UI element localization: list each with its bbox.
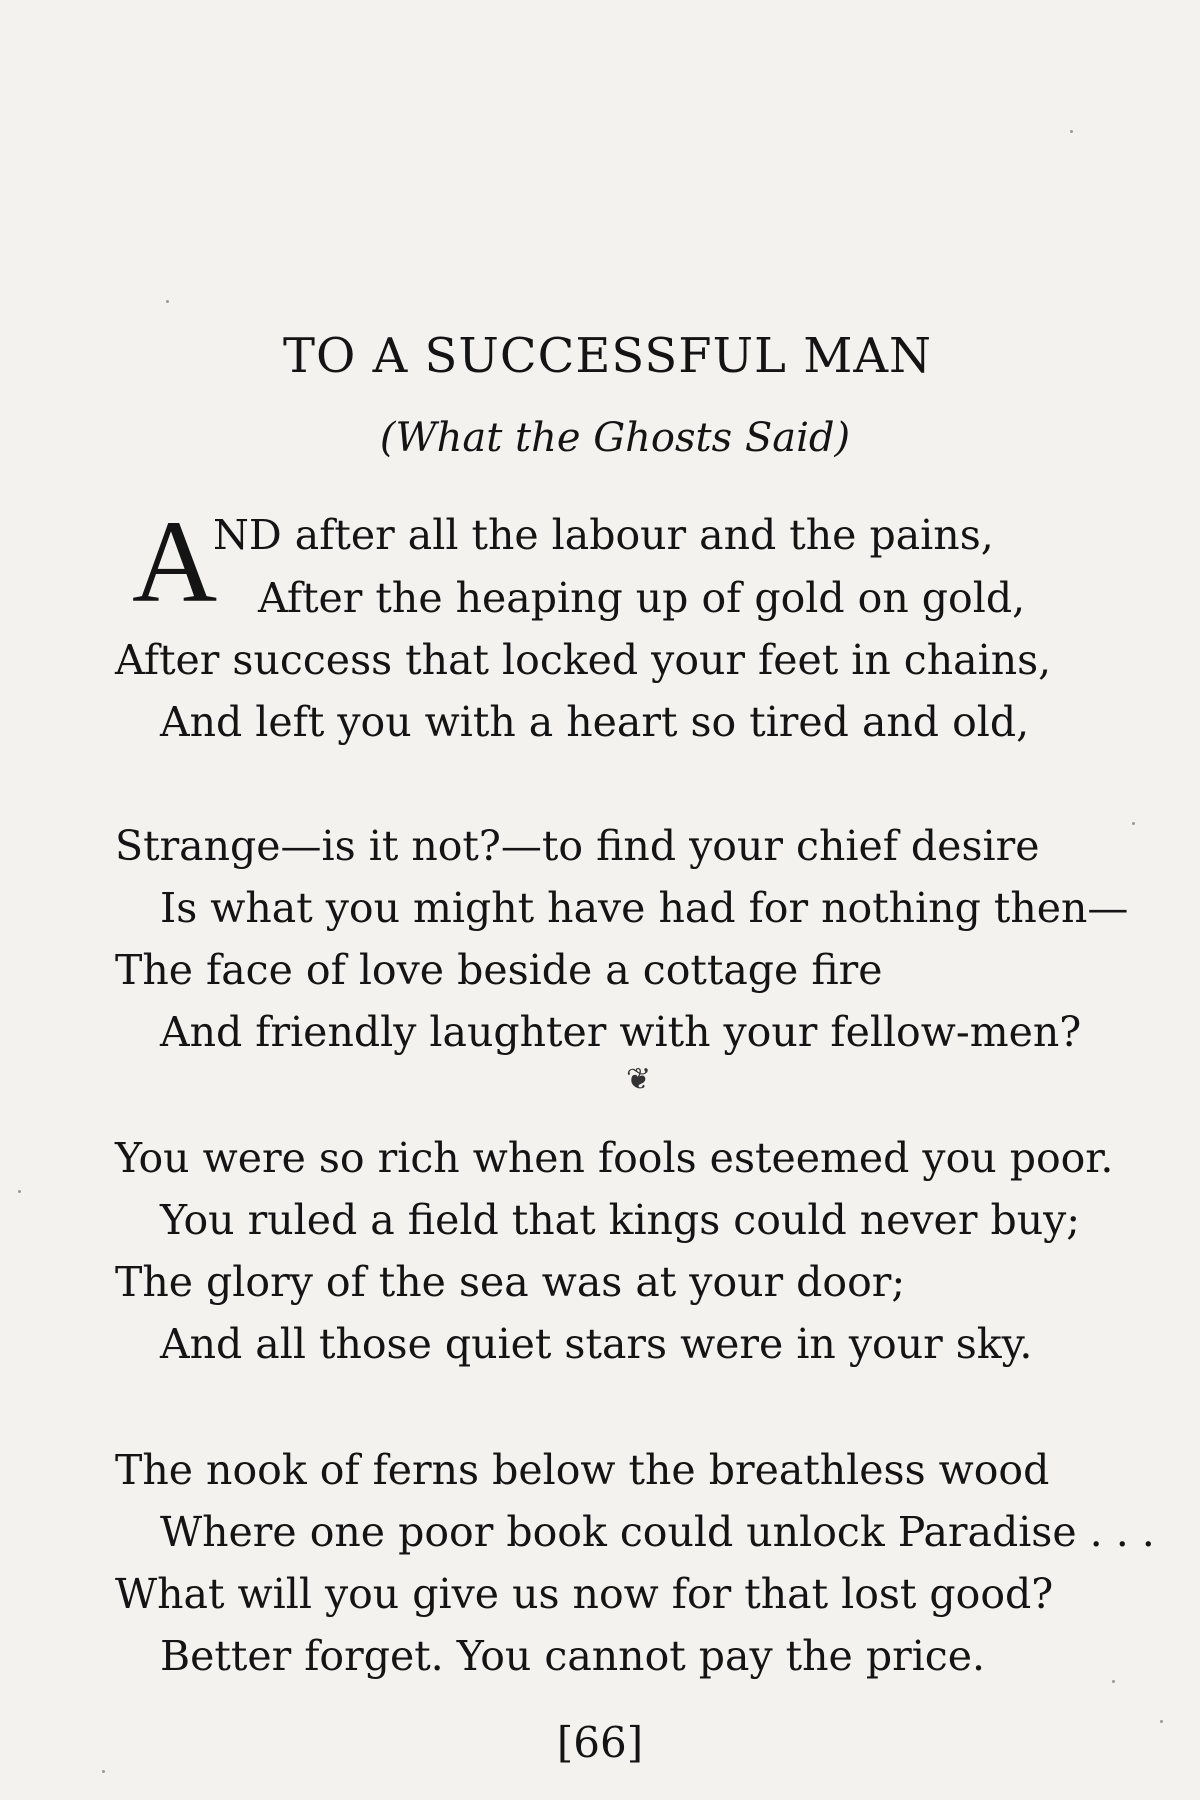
stanza-3-line-1: You were so rich when fools esteemed you poor. [115,1134,1114,1182]
poem-subtitle: (What the Ghosts Said) [379,415,851,461]
stanza-1-line-3: After success that locked your feet in chains, [115,636,1052,684]
stanza-4-line-1: The nook of ferns below the breathless wood [115,1446,1050,1494]
stanza-2-line-2: Is what you might have had for nothing then— [160,884,1129,932]
paper-speck [1070,130,1073,133]
stanza-4-line-3: What will you give us now for that lost good? [115,1570,1054,1618]
stanza-2-line-3: The face of love beside a cottage fire [115,946,883,994]
ornament-icon: ❦ [626,1062,652,1097]
stanza-2-line-1: Strange—is it not?—to find your chief desire [115,822,1040,870]
stanza-2-line-4: And friendly laughter with your fellow-men? [160,1008,1082,1056]
drop-cap: A [132,496,218,627]
stanza-1-line-4: And left you with a heart so tired and old, [160,698,1030,746]
stanza-3-line-2: You ruled a field that kings could never buy; [160,1196,1081,1244]
paper-speck [1112,1680,1115,1683]
stanza-1-line-2: After the heaping up of gold on gold, [258,574,1026,622]
paper-speck [102,1770,105,1773]
paper-speck [1160,1720,1163,1723]
stanza-3-line-4: And all those quiet stars were in your sky. [160,1320,1033,1368]
paper-speck [166,300,169,303]
poem-title: TO A SUCCESSFUL MAN [283,328,932,384]
stanza-4-line-2: Where one poor book could unlock Paradise . . . [160,1508,1155,1556]
stanza-3-line-3: The glory of the sea was at your door; [115,1258,906,1306]
paper-speck [18,1190,21,1193]
stanza-4-line-4: Better forget. You cannot pay the price. [160,1632,986,1680]
stanza-1-line-1: ND after all the labour and the pains, [213,511,994,559]
paper-speck [1132,822,1135,825]
page-number: [66] [556,1718,644,1767]
